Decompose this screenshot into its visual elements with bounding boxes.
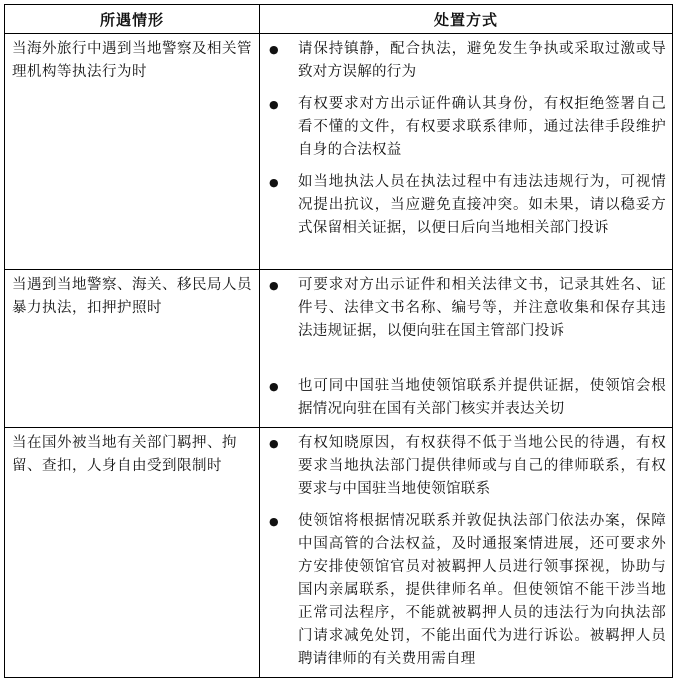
disposal-table bbox=[4, 4, 673, 678]
action-text: 也可同中国驻当地使领馆联系并提供证据，使领馆会根据情况向驻在国有关部门核实并表达关切 bbox=[298, 378, 666, 417]
table-row bbox=[5, 428, 673, 678]
action-cell bbox=[260, 34, 673, 270]
action-item bbox=[260, 432, 666, 501]
bullet-icon: ● bbox=[269, 98, 279, 111]
action-cell bbox=[260, 428, 673, 678]
action-text: 可要求对方出示证件和相关法律文书，记录其姓名、证件号、法律文书名称、编号等，并注意收集和保存其违法违规证据，以便向驻在国主管部门投诉 bbox=[298, 277, 666, 339]
table-row bbox=[5, 270, 673, 428]
action-item bbox=[260, 274, 666, 366]
bullet-icon: ● bbox=[269, 437, 279, 450]
action-text: 有权要求对方出示证件确认其身份，有权拒绝签署自己看不懂的文件，有权要求联系律师，通过法律手段维护自身的合法权益 bbox=[298, 96, 666, 158]
bullet-icon: ● bbox=[269, 279, 279, 292]
action-text: 如当地执法人员在执法过程中有违法违规行为，可视情况提出抗议，当应避免直接冲突。如未果，请以稳妥方式保留相关证据，以便日后向当地相关部门投诉 bbox=[298, 174, 666, 236]
situation-header: 所遇情形 bbox=[5, 5, 260, 34]
action-item bbox=[260, 375, 666, 421]
action-item bbox=[260, 171, 666, 263]
action-text: 使领馆将根据情况联系并敦促执法部门依法办案，保障中国高管的合法权益，及时通报案情进展，还可要求外方安排使领馆官员对被羁押人员进行领事探视，协助与国内亲属联系，提供律师名单。但使领馆不能干涉当地正常司法程序，不能就被羁押人员的违法行为向执法部门请求减免处罚，不能出面代为进行诉讼。被羁押人员聘请律师的有关费用需自理 bbox=[298, 513, 666, 667]
situation-cell: 当在国外被当地有关部门羁押、拘留、查扣，人身自由受到限制时 bbox=[5, 428, 260, 678]
header-row bbox=[5, 5, 673, 34]
table-row bbox=[5, 34, 673, 270]
action-item bbox=[260, 93, 666, 162]
situation-cell: 当海外旅行中遇到当地警察及相关管理机构等执法行为时 bbox=[5, 34, 260, 270]
situation-cell: 当遇到当地警察、海关、移民局人员暴力执法，扣押护照时 bbox=[5, 270, 260, 428]
bullet-icon: ● bbox=[269, 515, 279, 528]
action-item bbox=[260, 510, 666, 671]
action-header: 处置方式 bbox=[260, 5, 673, 34]
action-item bbox=[260, 38, 666, 84]
bullet-icon: ● bbox=[269, 43, 279, 56]
bullet-icon: ● bbox=[269, 176, 279, 189]
bullet-icon: ● bbox=[269, 380, 279, 393]
action-text: 请保持镇静，配合执法，避免发生争执或采取过激或导致对方误解的行为 bbox=[298, 41, 666, 80]
action-text: 有权知晓原因，有权获得不低于当地公民的待遇，有权要求当地执法部门提供律师或与自己的律师联系，有权要求与中国驻当地使领馆联系 bbox=[298, 435, 666, 497]
action-cell bbox=[260, 270, 673, 428]
